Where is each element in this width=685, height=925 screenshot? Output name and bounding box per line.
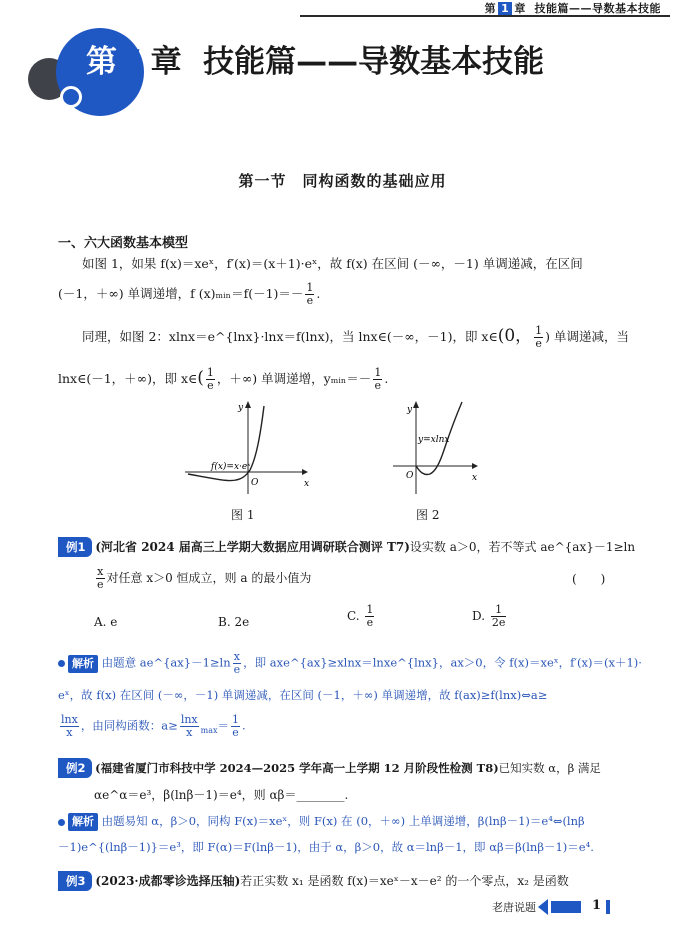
para2-fraction3 xyxy=(373,367,382,392)
fig2-label: y=xlnx xyxy=(418,435,450,445)
fig2-x-arrow xyxy=(472,463,478,469)
banner-small-ring xyxy=(60,86,82,108)
solution1-frac1-den: e xyxy=(233,663,241,676)
solution1-fraction4 xyxy=(231,714,240,739)
para1-line1: 如图 1，如果 f(x)＝xeˣ，f′(x)＝(x＋1)·eˣ，故 f(x) 在区间 (－∞，－1) 单调递减，在区间 xyxy=(82,256,583,271)
running-header-suffix: 章 xyxy=(514,2,526,15)
solution1-line2: eˣ，故 f(x) 在区间 (－∞，－1) 单调递减，在区间 (－1，＋∞) 单调递增，故 f(ax)≥f(lnx)⇔a≥ xyxy=(58,688,548,702)
solution1-line1 xyxy=(58,651,642,676)
figure-1-caption: 图 1 xyxy=(231,508,255,522)
para1-frac-den: e xyxy=(306,294,314,307)
solution1-frac4-den: e xyxy=(232,726,239,739)
para2-frac3-den: e xyxy=(374,379,382,392)
solution1-fraction1 xyxy=(233,651,242,676)
solution1-frac3-den: x xyxy=(186,726,193,739)
fig1-x-arrow xyxy=(302,469,308,475)
fig2-y-label: y xyxy=(407,405,413,415)
solution1-line3 xyxy=(58,714,246,740)
option-d-den: 2e xyxy=(491,616,506,629)
example2-source: (福建省厦门市科技中学 2024—2025 学年高一上学期 12 月阶段性检测 T8) xyxy=(95,761,499,775)
para1-line2 xyxy=(58,282,320,307)
solution1-badge: 解析 xyxy=(68,655,98,673)
solution1-text3c: . xyxy=(242,718,246,733)
fig2-origin: O xyxy=(406,471,414,481)
solution1-max-sub: max xyxy=(200,725,218,735)
example1-badge: 例1 xyxy=(58,537,92,557)
example1-text2: 对任意 x＞0 恒成立，则 a 的最小值为 xyxy=(106,571,312,585)
example3-badge: 例3 xyxy=(58,871,92,891)
option-d-fraction xyxy=(491,604,507,629)
option-c xyxy=(347,604,376,629)
para2-frac2-den: e xyxy=(207,379,214,392)
solution2-text1: 由题易知 α，β＞0，同构 F(x)＝xeˣ，则 F(x) 在 (0，＋∞) 上单调递增，β(lnβ－1)＝e⁴⇔(lnβ xyxy=(101,814,585,828)
solution2-line1 xyxy=(58,812,585,831)
example3-line1 xyxy=(58,871,569,891)
solution1-fraction3 xyxy=(180,714,199,739)
figure-2-caption: 图 2 xyxy=(416,508,440,522)
para2-line2-end: . xyxy=(384,371,389,386)
figure-1-graph xyxy=(180,398,310,498)
para2-line1-end: ) 单调递减，当 xyxy=(545,329,630,344)
fig1-origin: O xyxy=(251,478,259,488)
para2-paren2-open: ( xyxy=(197,368,204,388)
example3-text: 若正实数 x₁ 是函数 f(x)＝xeˣ－x－e² 的一个零点，x₂ 是函数 xyxy=(240,874,569,888)
para2-fraction2 xyxy=(206,367,215,392)
subsection-title: 一、六大函数基本模型 xyxy=(58,236,189,251)
example1-frac-num: x xyxy=(97,565,104,578)
example2-line2: αe^α＝e³，β(lnβ－1)＝e⁴，则 αβ＝________. xyxy=(94,788,349,802)
para2-line2-mid: ，＋∞) 单调递增，yₘᵢₙ＝－ xyxy=(216,371,372,386)
para1-frac-num: 1 xyxy=(306,281,314,294)
para2-frac1-den: e xyxy=(535,337,542,350)
option-c-fraction xyxy=(365,604,374,629)
example1-frac-den: e xyxy=(97,578,104,591)
example1-text1: 设实数 a＞0，若不等式 ae^{ax}－1≥ln xyxy=(409,540,636,554)
chapter-number: 1 xyxy=(123,44,145,80)
solution1-frac3-num: lnx xyxy=(180,713,198,726)
para2-fraction1 xyxy=(534,325,543,350)
page-number: 1 xyxy=(592,898,602,913)
chapter-di: 第 xyxy=(86,44,117,80)
example1-source: (河北省 2024 届高三上学期大数据应用调研联合测评 T7) xyxy=(95,540,410,554)
option-c-prefix: C. xyxy=(347,609,360,623)
fig1-y-arrow xyxy=(245,401,251,408)
example1-fraction xyxy=(96,566,105,591)
solution1-frac1-num: x xyxy=(233,650,240,663)
solution1-frac2-den: x xyxy=(66,726,73,739)
solution1-dot xyxy=(58,660,65,667)
example2-text1: 已知实数 α，β 满足 xyxy=(498,761,601,775)
running-header-prefix: 第 xyxy=(484,2,497,15)
header-rule xyxy=(300,15,670,17)
solution1-text1b: ，即 axe^{ax}≥xlnx＝lnxe^{lnx}，ax＞0，令 f(x)＝xeˣ，f′(x)＝(x＋1)· xyxy=(243,655,642,670)
fig2-y-arrow xyxy=(413,401,419,408)
para2-line2-text: lnx∈(－1，＋∞)，即 x∈ xyxy=(58,371,198,386)
solution2-badge: 解析 xyxy=(68,813,98,831)
example1-line1 xyxy=(58,537,635,557)
fig1-y-label: y xyxy=(238,403,244,413)
footer-bar xyxy=(606,900,610,914)
solution1-frac2-num: lnx xyxy=(61,713,78,726)
option-d xyxy=(472,604,508,629)
para2-line1 xyxy=(82,325,629,350)
solution1-fraction2 xyxy=(60,714,79,739)
example1-answer-paren: ( ) xyxy=(572,572,606,586)
para2-line1-text: 同理，如图 2：xlnx＝e^{lnx}·lnx＝f(lnx)，当 lnx∈(－∞，－1)，即 x∈ xyxy=(82,329,498,344)
para2-frac1-num: 1 xyxy=(535,324,543,337)
chapter-title xyxy=(86,36,544,81)
example2-badge: 例2 xyxy=(58,758,92,778)
option-a: A. e xyxy=(94,615,118,629)
solution2-dot xyxy=(58,819,65,826)
option-d-num: 1 xyxy=(491,604,507,617)
footer-arrow-icon xyxy=(538,899,584,915)
para1-line2-end: . xyxy=(316,286,321,301)
option-c-num: 1 xyxy=(366,603,374,616)
section-title: 第一节 同构函数的基础应用 xyxy=(238,172,447,190)
solution1-frac4-num: 1 xyxy=(232,713,239,726)
option-b: B. 2e xyxy=(218,615,250,629)
footer-brand: 老唐说题 xyxy=(492,901,536,914)
para1-line2-text: (－1，＋∞) 单调递增，f (x)ₘᵢₙ＝f(－1)＝－ xyxy=(58,286,304,301)
solution1-text1: 由题意 ae^{ax}－1≥ln xyxy=(101,655,231,670)
example1-line2 xyxy=(94,566,311,591)
fig1-x-label: x xyxy=(304,479,310,489)
example2-line1 xyxy=(58,758,601,778)
fig1-label: f(x)=x·eˣ xyxy=(211,462,251,472)
chapter-name: 技能篇——导数基本技能 xyxy=(203,44,545,80)
solution1-text3b: ＝ xyxy=(217,718,229,733)
option-d-prefix: D. xyxy=(472,609,486,623)
chapter-zhang: 章 xyxy=(150,44,182,80)
fig2-x-label: x xyxy=(472,473,478,483)
option-c-den: e xyxy=(366,616,374,629)
para2-line2 xyxy=(58,367,388,392)
running-header xyxy=(485,0,661,16)
para2-frac3-num: 1 xyxy=(374,366,382,379)
running-header-chapter-num: 1 xyxy=(498,2,512,15)
para1-fraction xyxy=(305,282,314,307)
para2-frac2-num: 1 xyxy=(206,366,214,379)
solution1-text3a: ，由同构函数：a≥ xyxy=(80,718,178,733)
para2-paren-open: (0， xyxy=(497,326,533,346)
example3-source: (2023·成都零诊选择压轴) xyxy=(95,874,241,888)
figure-2-graph xyxy=(390,398,480,498)
running-header-title: 技能篇——导数基本技能 xyxy=(534,2,661,15)
solution2-line2: －1)e^{(lnβ－1)}＝e³，即 F(α)＝F(lnβ－1)，由于 α，β＞0，故 α＝lnβ－1，即 αβ＝β(lnβ－1)＝e⁴. xyxy=(58,840,594,854)
